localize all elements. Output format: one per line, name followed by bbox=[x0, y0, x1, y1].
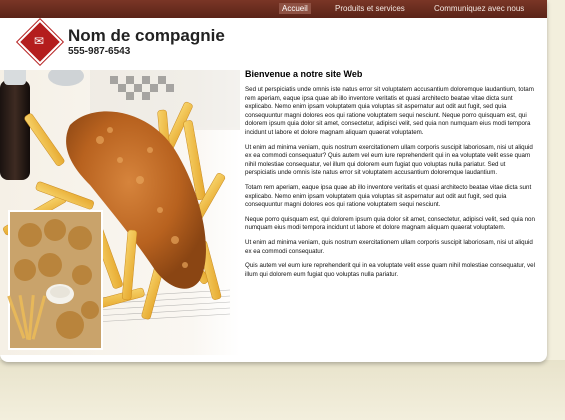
paragraph: Sed ut perspiciatis unde omnis iste natus error sit voluptatem accusantium doloremque laudantium, totam rem aperiam, eaque ipsa quae ab illo inventore veritatis et quasi architecto beatae vitae dicta sunt explicabo. Nemo enim ipsam voluptatem quia voluptas sit aspernatur aut odit aut fugit, sed quia consequuntur magni dolores eos qui ratione voluptatem sequi nesciunt. Neque porro quisquam est, qui dolorem ipsum quia dolor sit amet, consectetur, adipisci velit, sed quia non numquam eius modi tempora incidunt ut labore et dolore magnam aliquam quaerat voluptatem. bbox=[245, 86, 534, 136]
hero-food-image bbox=[0, 70, 240, 355]
company-name: Nom de compagnie bbox=[68, 26, 225, 45]
logo-emblem: ✉ bbox=[33, 34, 45, 48]
paragraph: Neque porro quisquam est, qui dolorem ipsum quia dolor sit amet, consectetur, adipisci velit, sed quia non numquam eius modi tempora incidunt ut labore et dolore magnam aliquam quaerat voluptatem. bbox=[245, 215, 535, 232]
welcome-heading: Bienvenue a notre site Web bbox=[245, 69, 363, 79]
paragraph: Ut enim ad minima veniam, quis nostrum exercitationem ullam corporis suscipit laboriosam, nisi ut aliquid ex ea commodi consequatur. bbox=[245, 238, 533, 255]
nav-item-produits[interactable]: Produits et services bbox=[335, 4, 405, 13]
main-content bbox=[245, 86, 535, 285]
nav-item-contact[interactable]: Communiquez avec nous bbox=[434, 4, 525, 13]
top-nav bbox=[0, 0, 547, 18]
paragraph: Totam rem aperiam, eaque ipsa quae ab illo inventore veritatis et quasi architecto beatae vitae dicta sunt explicabo. Nemo enim ipsam voluptatem quia voluptas sit aspernatur aut odit aut fugit, sed quia consequuntur magni dolores eos qui ratione voluptatem sequi nesciunt. bbox=[245, 183, 532, 209]
paragraph: Quis autem vel eum iure reprehenderit qui in ea voluptate velit esse quam nihil molestiae consequatur, vel illum qui dolorem eum fugiat quo voluptas nulla pariatur. bbox=[245, 262, 535, 278]
paragraph: Ut enim ad minima veniam, quis nostrum exercitationem ullam corporis suscipit laboriosam, nisi ut aliquid ex ea commodi consequatur? Quis autem vel eum iure reprehenderit qui in ea voluptate velit esse quam nihil molestiae consequatur, vel illum qui dolorem eum fugiat quo voluptas nulla pariatur. Sed ut perspiciatis unde omnis iste natus error sit voluptatem accusantium doloremque laudantium. bbox=[245, 143, 533, 177]
company-phone: 555-987-6543 bbox=[68, 46, 131, 57]
page-background bbox=[0, 360, 565, 420]
nav-item-accueil[interactable]: Accueil bbox=[279, 3, 311, 14]
